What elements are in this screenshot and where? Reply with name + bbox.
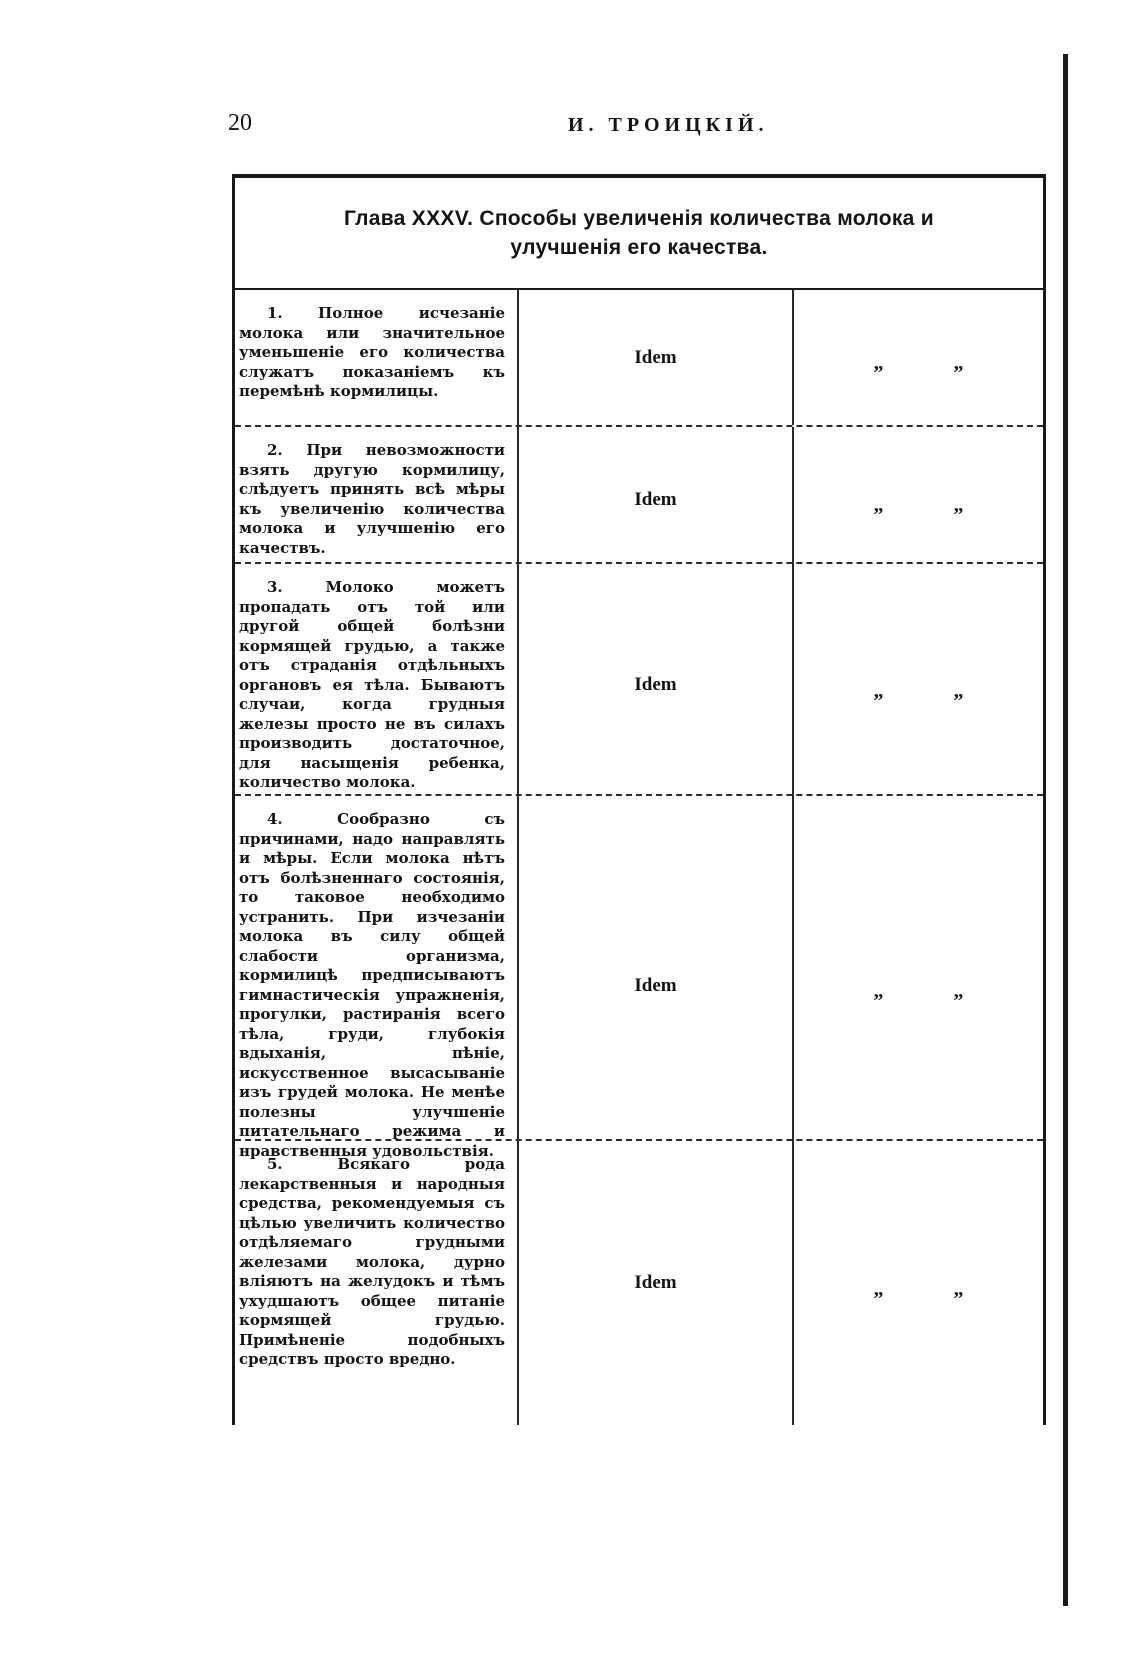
rule-text-cell [235,1141,519,1425]
rule-text: 1. Полное исчезаніе молока или значительное уменьшеніе его количества служатъ показаніемъ къ перемѣнѣ кормилицы. [239,304,505,400]
idem-cell [519,796,794,1175]
chapter-heading [235,178,1043,290]
idem-label: Idem [634,346,677,368]
chapter-title: Глава XXXV. Способы увеличенія количества молока и улучшенія его качества. [343,207,935,259]
ditto-mark: „ [953,679,964,702]
ditto-mark: „ [953,352,964,374]
rule-text-cell [235,427,519,572]
table-row [235,290,1043,427]
running-head: И. ТРОИЦКІЙ. [568,114,769,136]
ditto-cell [794,796,1043,1175]
page-number: 20 [228,110,252,136]
idem-label: Idem [634,1272,677,1293]
ditto-mark: „ [953,1277,964,1300]
ditto-cell [794,564,1043,807]
rules-table [232,174,1046,1425]
ditto-mark: „ [873,679,884,702]
idem-cell [519,564,794,807]
margin-rule [1063,54,1068,1606]
idem-label: Idem [634,974,677,996]
table-row [235,427,1043,564]
ditto-mark: „ [873,980,884,1002]
table-row [235,796,1043,1160]
idem-cell [519,290,794,425]
ditto-mark: „ [953,980,964,1002]
ditto-mark: „ [953,494,964,516]
ditto-cell [794,427,1043,572]
rule-text: 3. Молоко можетъ пропадать отъ той или другой общей болѣзни кормящей грудью, а также отъ страданія отдѣльныхъ органовъ ея тѣла. Бываютъ случаи, когда грудныя железы просто не въ силахъ производить достаточное, для насыщенія ребенка, количество молока. [239,578,505,791]
idem-cell [519,1141,794,1425]
rule-text-cell [235,564,519,807]
ditto-cell [794,1141,1043,1425]
ditto-mark: „ [873,352,884,374]
idem-cell [519,427,794,572]
ditto-mark: „ [873,494,884,516]
idem-label: Idem [634,674,677,696]
table-row [235,1141,1043,1425]
rule-text: 4. Сообразно съ причинами, надо направлять и мѣры. Если молока нѣтъ отъ болѣзненнаго состоянія, то таковое необходимо устранить. При изчезаніи молока въ силу общей слабости организма, кормилицѣ предписываютъ гимнастическія упражненія, прогулки, растиранія всего тѣла, груди, глубокія вдыханія, пѣніе, искусственное высасываніе изъ грудей молока. Не менѣе полезны улучшеніе питательнаго режима и нравственныя удовольствія. [239,810,505,1160]
rule-text-cell [235,290,519,425]
idem-label: Idem [634,488,677,510]
table-row [235,564,1043,796]
rule-text: 2. При невозможности взять другую кормилицу, слѣдуетъ принять всѣ мѣры къ увеличенію количества молока и улучшенію его качествъ. [239,441,505,557]
ditto-mark: „ [873,1277,884,1300]
rule-text: 5. Всякаго рода лекарственныя и народныя средства, рекомендуемыя съ цѣлью увеличить количество отдѣляемаго грудными железами молока, дурно вліяютъ на желудокъ и тѣмъ ухудшаютъ общее питаніе кормящей грудью. Примѣненіе подобныхъ средствъ просто вредно. [239,1155,505,1368]
rule-text-cell [235,796,519,1175]
ditto-cell [794,290,1043,425]
